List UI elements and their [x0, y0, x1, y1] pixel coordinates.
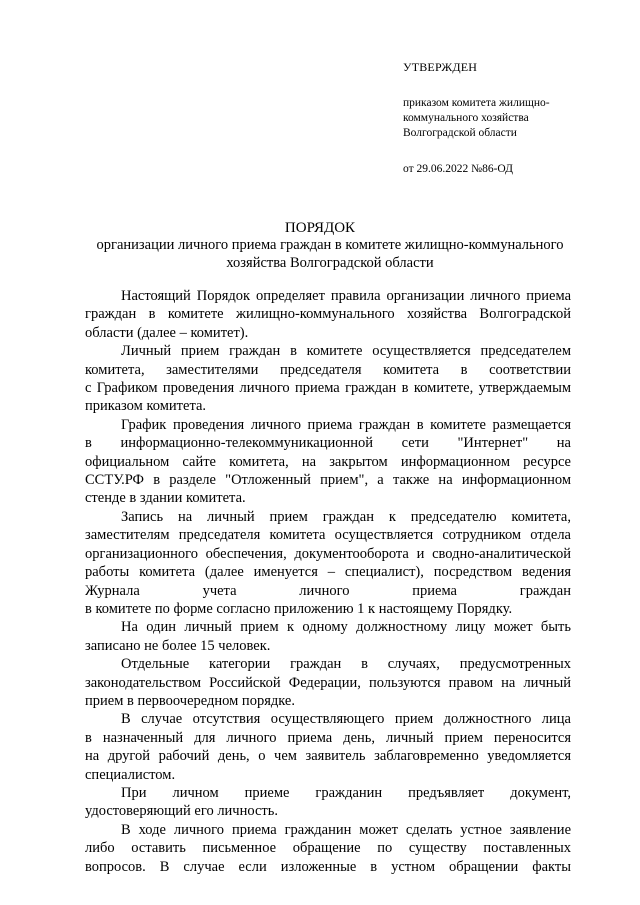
approval-order-text: [403, 96, 550, 141]
body-line: официальном сайте комитета, на закрытом информационном ресурсе: [85, 453, 571, 470]
body-line: стенде в здании комитета.: [85, 490, 246, 507]
subtitle-line: хозяйства Волгоградской области: [226, 255, 434, 271]
approval-date: от 29.06.2022 №86-ОД: [403, 163, 514, 175]
body-line: Настоящий Порядок определяет правила организации личного приема: [121, 288, 571, 304]
body-line: специалистом.: [85, 766, 176, 783]
body-line: В ходе личного приема гражданин может сделать устное заявление: [121, 821, 571, 838]
body-line: записано не более 15 человек.: [85, 637, 271, 654]
approval-title: УТВЕРЖДЕН: [403, 60, 478, 74]
body-line: График проведения личного приема граждан в комитете размещается: [121, 416, 571, 433]
body-line: заместителям председателя комитета осуществляется сотрудником отдела: [85, 527, 571, 544]
body-line: прием в первоочередном порядке.: [85, 692, 295, 709]
body-line: В случае отсутствия осуществляющего прием должностного лица: [121, 711, 571, 728]
body-line: На один личный прием к одному должностному лицу может быть: [121, 619, 571, 636]
body-line: приказом комитета.: [85, 398, 207, 415]
body-line: граждан в комитете жилищно-коммунального хозяйства Волгоградской: [85, 306, 571, 323]
body-line: в информационно-телекоммуникационной сети "Интернет" на: [85, 435, 571, 452]
body-line: либо оставить письменное обращение по существу поставленных: [85, 840, 571, 857]
subtitle-line: организации личного приема граждан в комитете жилищно-коммунального: [96, 237, 564, 253]
body-line: При личном приеме гражданин предъявляет документ,: [121, 784, 571, 801]
body-line: законодательством Российской Федерации, пользуются правом на личный: [85, 674, 571, 691]
body-line: Отдельные категории граждан в случаях, предусмотренных: [121, 656, 571, 673]
body-line: Журнала учета личного приема граждан: [85, 582, 571, 599]
body-line: на другой рабочий день, о чем заявитель заблаговременно уведомляется: [85, 748, 571, 765]
body-line: организационного обеспечения, документооборота и сводно-аналитической: [85, 545, 571, 562]
body-line: в комитете по форме согласно приложению 1 к настоящему Порядку.: [85, 600, 513, 617]
body-line: вопросов. В случае если изложенные в устном обращении факты: [85, 858, 571, 875]
body-line: удостоверяющий его личность.: [85, 803, 278, 820]
approval-line: коммунального хозяйства: [403, 112, 529, 124]
body-line: ССТУ.РФ в разделе "Отложенный прием", а также на информационном: [85, 472, 571, 489]
body-line: с Графиком проведения личного приема граждан в комитете, утверждаемым: [85, 380, 571, 397]
approval-line: приказом комитета жилищно-: [403, 97, 550, 109]
body-line: области (далее – комитет).: [85, 324, 249, 341]
document-subtitle: [60, 236, 600, 272]
body-line: в назначенный для личного приема день, личный прием переносится: [85, 729, 571, 746]
approval-line: Волгоградской области: [403, 127, 517, 139]
document-title: ПОРЯДОК: [284, 220, 356, 236]
approval-block: [403, 60, 550, 177]
body-line: комитета, заместителями председателя комитета в соответствии: [85, 361, 571, 378]
document-body: [85, 287, 571, 876]
body-line: Запись на личный прием граждан к председателю комитета,: [121, 508, 571, 525]
body-line: Личный прием граждан в комитете осуществляется председателем: [121, 343, 571, 360]
body-line: работы комитета (далее именуется – специалист), посредством ведения: [85, 564, 571, 581]
